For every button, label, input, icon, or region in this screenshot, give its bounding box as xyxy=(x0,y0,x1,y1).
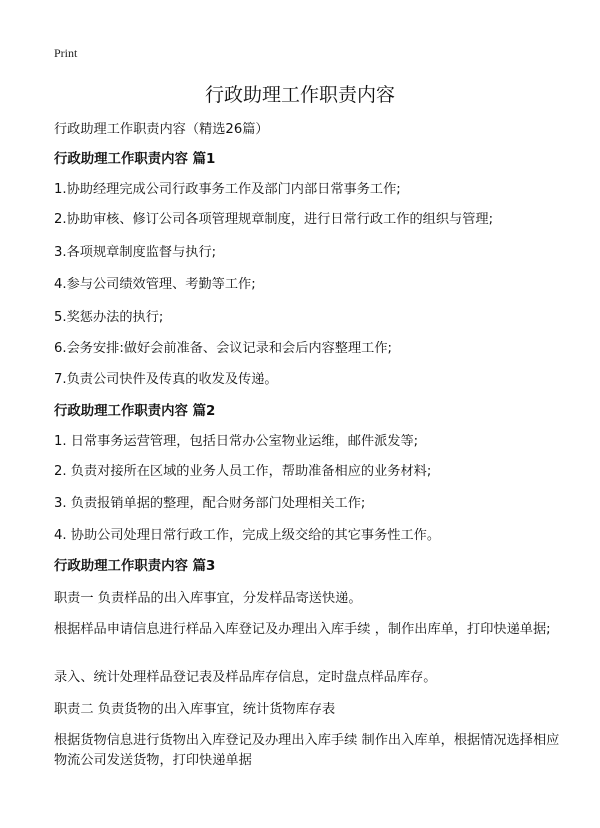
list-item: 2. 负责对接所在区域的业务人员工作，帮助准备相应的业务材料; xyxy=(54,464,432,479)
list-item: 6.会务安排:做好会前准备、会议记录和会后内容整理工作; xyxy=(54,341,392,356)
document-title: 行政助理工作职责内容 xyxy=(204,84,395,106)
list-item: 根据货物信息进行货物出入库登记及办理出入库手续 制作出入库单，根据情况选择相应物流公司发送货物，打印快递单据 xyxy=(54,733,560,768)
list-item: 4. 协助公司处理日常行政工作，完成上级交给的其它事务性工作。 xyxy=(54,528,441,543)
list-item: 3. 负责报销单据的整理，配合财务部门处理相关工作; xyxy=(54,496,366,511)
list-item: 4.参与公司绩效管理、考勤等工作; xyxy=(54,277,256,292)
list-item: 职责二 负责货物的出入库事宜，统计货物库存表 xyxy=(54,702,336,717)
print-label: Print xyxy=(54,46,78,60)
list-item: 根据样品申请信息进行样品入库登记及办理出入库手续 ，制作出库单，打印快递单据; xyxy=(54,622,551,637)
list-item: 1. 日常事务运营管理，包括日常办公室物业运维，邮件派发等; xyxy=(54,434,419,449)
list-item: 2.协助审核、修订公司各项管理规章制度，进行日常行政工作的组织与管理; xyxy=(54,212,494,227)
list-item: 5.奖惩办法的执行; xyxy=(54,310,164,325)
list-item: 1.协助经理完成公司行政事务工作及部门内部日常事务工作; xyxy=(54,182,401,197)
list-item: 7.负责公司快件及传真的收发及传递。 xyxy=(54,372,278,387)
list-item: 录入、统计处理样品登记表及样品库存信息，定时盘点样品库存。 xyxy=(54,670,437,685)
list-item: 3.各项规章制度监督与执行; xyxy=(54,245,217,260)
section-heading: 行政助理工作职责内容 篇2 xyxy=(54,404,216,419)
section-heading: 行政助理工作职责内容 篇1 xyxy=(54,152,216,167)
list-item: 职责一 负责样品的出入库事宜，分发样品寄送快递。 xyxy=(54,591,362,606)
section-heading: 行政助理工作职责内容 篇3 xyxy=(54,559,216,574)
document-subtitle: 行政助理工作职责内容（精选26篇） xyxy=(54,122,269,137)
